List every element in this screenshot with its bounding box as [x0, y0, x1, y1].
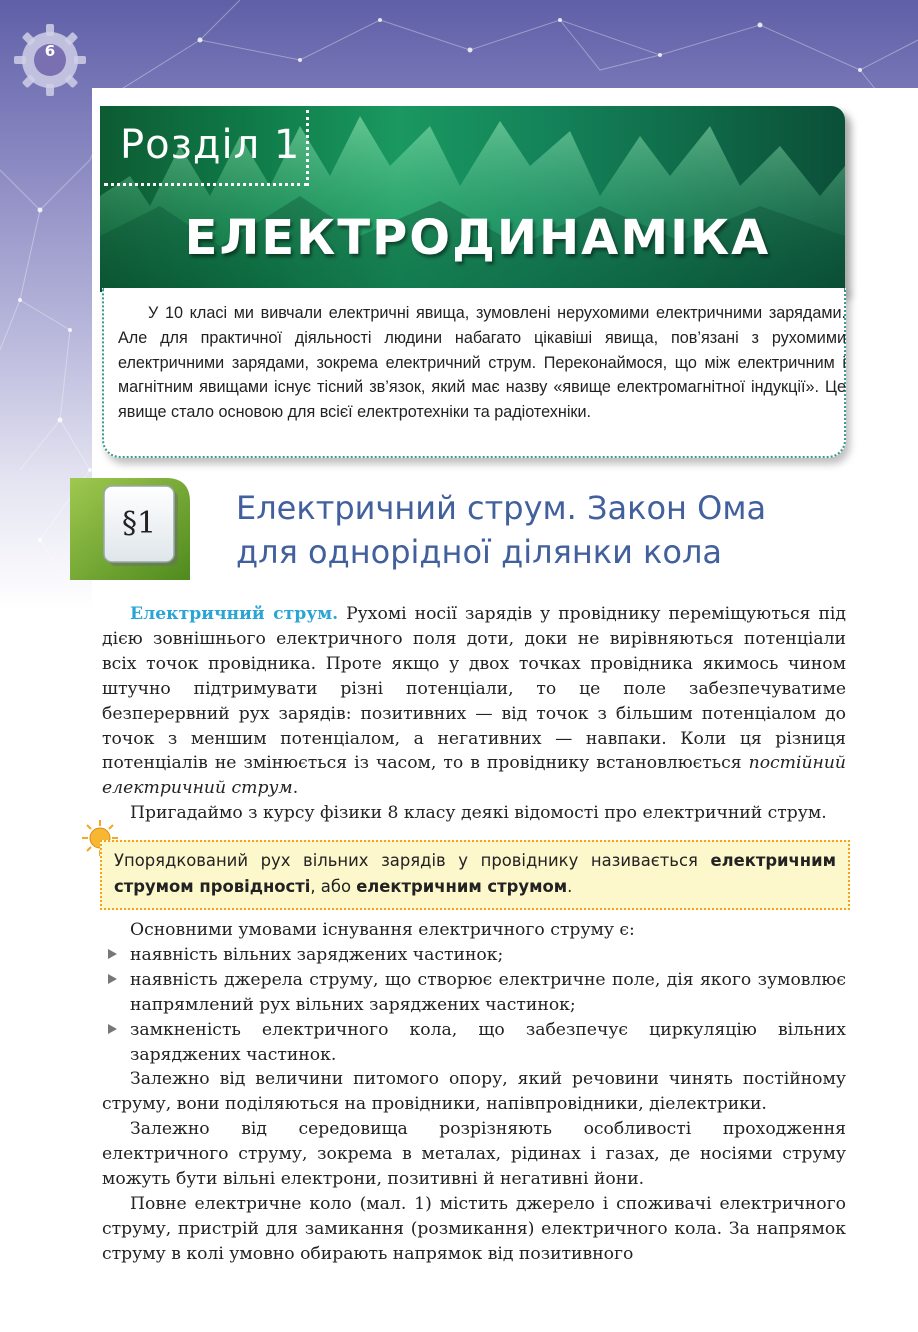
paragraph-title-line-1: Електричний струм. Закон Ома — [236, 489, 767, 527]
list-item-text: наявність джерела струму, що створює електричне поле, дія якого зумовлює напрямлений рух вільних заряджених частинок; — [130, 969, 846, 1015]
chapter-title: ЕЛЕКТРОДИНАМІКА — [184, 210, 771, 266]
chapter-label: Розділ 1 — [120, 122, 301, 168]
bullet-triangle-icon — [108, 974, 117, 984]
text-run: . — [567, 877, 573, 896]
definition-text — [114, 848, 836, 900]
text-run: , або — [310, 877, 357, 896]
paragraph-title-line-2: для однорідної ділянки кола — [236, 533, 722, 571]
gear-icon — [10, 20, 90, 100]
paragraph-title — [236, 486, 766, 574]
paragraph-full-circuit: Повне електричне коло (мал. 1) містить джерело і споживачі електричного струму, пристрій для замикання (розмикання) електричного кола. За напрямок струму в колі умовно обирають напрямок від позитивного — [102, 1193, 846, 1264]
conditions-section — [102, 918, 846, 1267]
paragraph-media: Залежно від середовища розрізняють особливості проходження електричного струму, зокрема в металах, рідинах і газах, де носіями струму можуть бути вільні електрони, позитивні й негативні йони. — [102, 1119, 846, 1190]
body-section-1 — [102, 602, 846, 826]
paragraph-resistivity: Залежно від величини питомого опору, який речовини чинять постійному струму, вони поділяються на провідники, напівпровідники, діелектрики. — [102, 1069, 846, 1115]
bullet-triangle-icon — [108, 949, 117, 959]
conditions-intro: Основними умовами існування електричного струму є: — [130, 920, 635, 940]
list-item-text: наявність вільних заряджених частинок; — [130, 944, 504, 965]
list-item-text: замкненість електричного кола, що забезпечує циркуляцію вільних заряджених частинок. — [130, 1019, 846, 1065]
term-dc-current: постійний електричний струм — [102, 753, 846, 799]
list-item — [102, 968, 846, 1018]
term-electric-current: Електричний струм. — [130, 604, 339, 624]
page-number: 6 — [44, 42, 56, 60]
paragraph-number: §1 — [121, 506, 157, 541]
term-conduction-current: електричним струмом провідності — [114, 851, 836, 896]
intro-text: У 10 класі ми вивчали електричні явища, зумовлені нерухомими електричними зарядами. Але для практичної діяльності людини набагато цікавіші явища, пов’язані з рухомими електричними зарядами, зокрема електричний струм. Переконаймося, що між електричним і магнітним явищами існує тісний зв’язок, який має назву «явище електромагнітної індукції». Це явище стало основою для всієї електротехніки та радіотехніки. — [118, 304, 846, 422]
text-run: . — [292, 778, 299, 799]
banner-divider-horizontal — [104, 183, 308, 186]
term-electric-current-bold: електричним струмом — [356, 877, 568, 896]
list-item — [102, 1018, 846, 1068]
text-run: Рухомі носії зарядів у провіднику переміщуються під дією зовнішнього електричного поля доти, доки не вирівняються потенціали всіх точок провідника. Проте якщо у двох точках провідника якимось чином штучно підтримувати різні потенціали, то це поле забезпечуватиме безперервний рух зарядів: позитивних — від точок з більшим потенціалом до точок з меншим потенціалом, а негативних — навпаки. Коли ця різниця потенціалів не змінюється із часом, то в провіднику встановлюється — [102, 604, 846, 774]
text-run: Упорядкований рух вільних зарядів у провіднику називається — [114, 851, 711, 870]
paragraph-electric-current — [102, 602, 846, 801]
banner-divider-vertical — [306, 110, 309, 186]
list-item — [102, 943, 846, 968]
bullet-triangle-icon — [108, 1024, 117, 1034]
paragraph-recall: Пригадаймо з курсу фізики 8 класу деякі відомості про електричний струм. — [130, 803, 827, 824]
